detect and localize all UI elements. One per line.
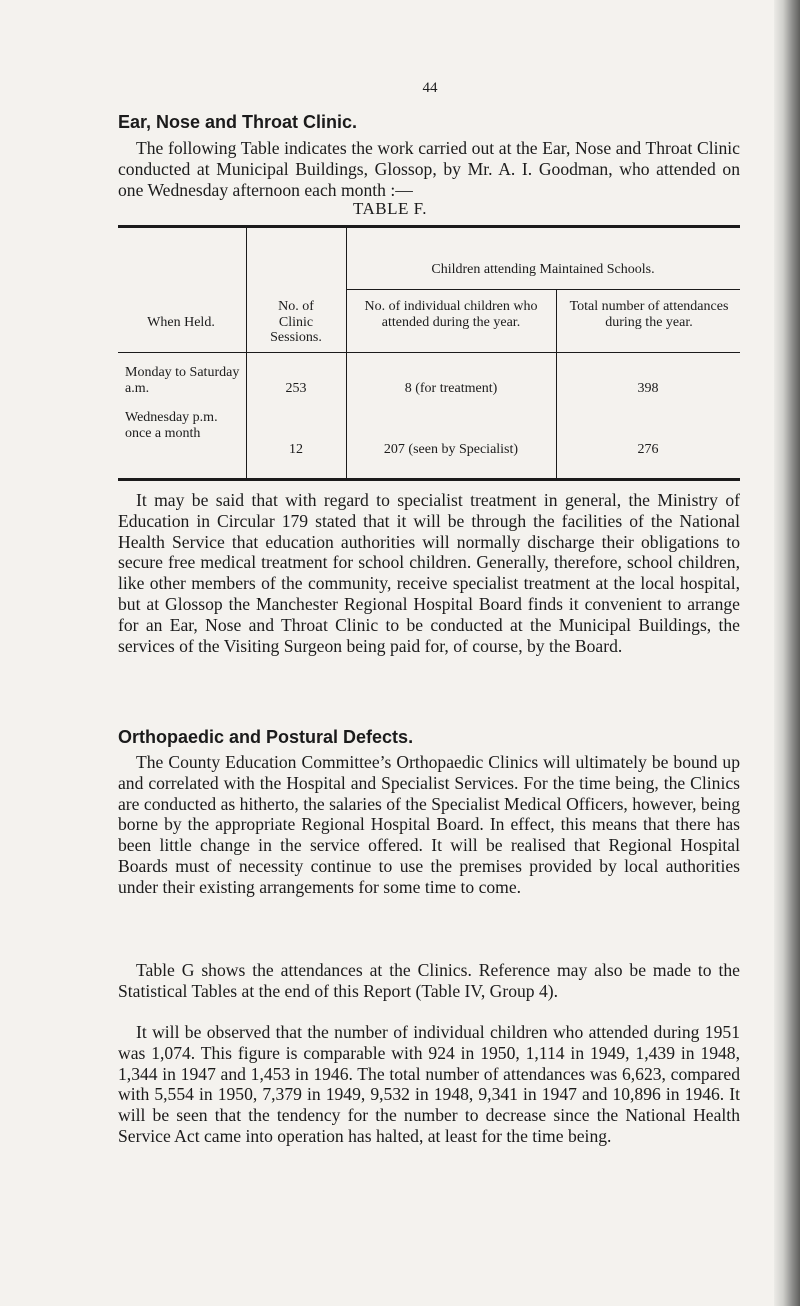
header-individual-children: No. of individual children who attended during the year.	[364, 299, 538, 330]
table-f-caption: TABLE F.	[352, 199, 427, 218]
orthopaedic-paragraph-3: It will be observed that the number of individual children who attended during 1951 was 1,074. This figure is comparable with 924 in 1950, 1,114 in 1949, 1,439 in 1948, 1,344 in 1947 and 1,453 in 1946. The total number of attendances was 6,623, compared with 5,554 in 1950, 7,379 in 1949, 9,532 in 1948, 9,341 in 1947 and 10,896 in 1946. It will be seen that the tendency for the number to decrease since the National Health Service Act came into operation has halted, at least for the time being.	[118, 1022, 740, 1146]
orthopaedic-paragraph-2: Table G shows the attendances at the Clinics. Reference may also be made to the Statistical Tables at the end of this Report (Table IV, Group 4).	[118, 960, 740, 1001]
row2-sessions: 12	[289, 442, 303, 457]
row1-individual-children: 8 (for treatment)	[404, 381, 498, 396]
orthopaedic-paragraph-1: The County Education Committee’s Orthopaedic Clinics will ultimately be bound up and correlated with the Hospital and Specialist Services. For the time being, the Clinics are conducted as hitherto, the salaries of the Specialist Medical Officers, however, being borne by the appropriate Regional Hospital Board. In effect, this means that there has been little change in the service offered. It will be realised that Regional Hospital Boards must of necessity continue to use the premises provided by local authorities under their existing arrangements for some time to come.	[118, 752, 740, 897]
orthopaedic-heading: Orthopaedic and Postural Defects.	[118, 727, 414, 747]
row2-individual-children: 207 (seen by Specialist)	[383, 442, 519, 457]
row1-sessions: 253	[285, 381, 307, 396]
table-header-rule	[118, 352, 740, 353]
specialist-treatment-paragraph: It may be said that with regard to specialist treatment in general, the Ministry of Education in Circular 179 stated that it will be through the facilities of the National Health Service that education authorities will normally discharge their obligations to secure free medical treatment for school children. Generally, therefore, school children, like other members of the community, receive specialist treatment at the local hospital, but at Glossop the Manchester Regional Hospital Board finds it convenient to arrange for an Ear, Nose and Throat Clinic to be conducted at the Municipal Buildings, the services of the Visiting Surgeon being paid for, of course, by the Board.	[118, 490, 740, 656]
header-when-held: When Held.	[147, 315, 215, 330]
page-number: 44	[422, 80, 438, 96]
row2-total-attendances: 276	[637, 442, 659, 457]
ent-intro-paragraph: The following Table indicates the work carried out at the Ear, Nose and Throat Clinic conducted at Municipal Buildings, Glossop, by Mr. A. I. Goodman, who attended on one Wednesday afternoon each month :—	[118, 138, 740, 200]
page-edge-shadow	[774, 0, 800, 1306]
header-sessions: No. of Clinic Sessions.	[270, 299, 322, 345]
header-total-attendances: Total number of attendances during the year.	[569, 299, 729, 330]
table-col-divider-1	[246, 228, 247, 478]
row1-when-held: Monday to Saturday a.m.	[125, 365, 240, 396]
row2-when-held: Wednesday p.m. once a month	[125, 410, 218, 441]
ent-clinic-heading: Ear, Nose and Throat Clinic.	[118, 112, 358, 132]
row1-total-attendances: 398	[637, 381, 659, 396]
table-top-rule	[118, 225, 740, 228]
table-group-rule	[346, 289, 740, 290]
group-header: Children attending Maintained Schools.	[431, 262, 655, 277]
table-bottom-rule	[118, 478, 740, 481]
